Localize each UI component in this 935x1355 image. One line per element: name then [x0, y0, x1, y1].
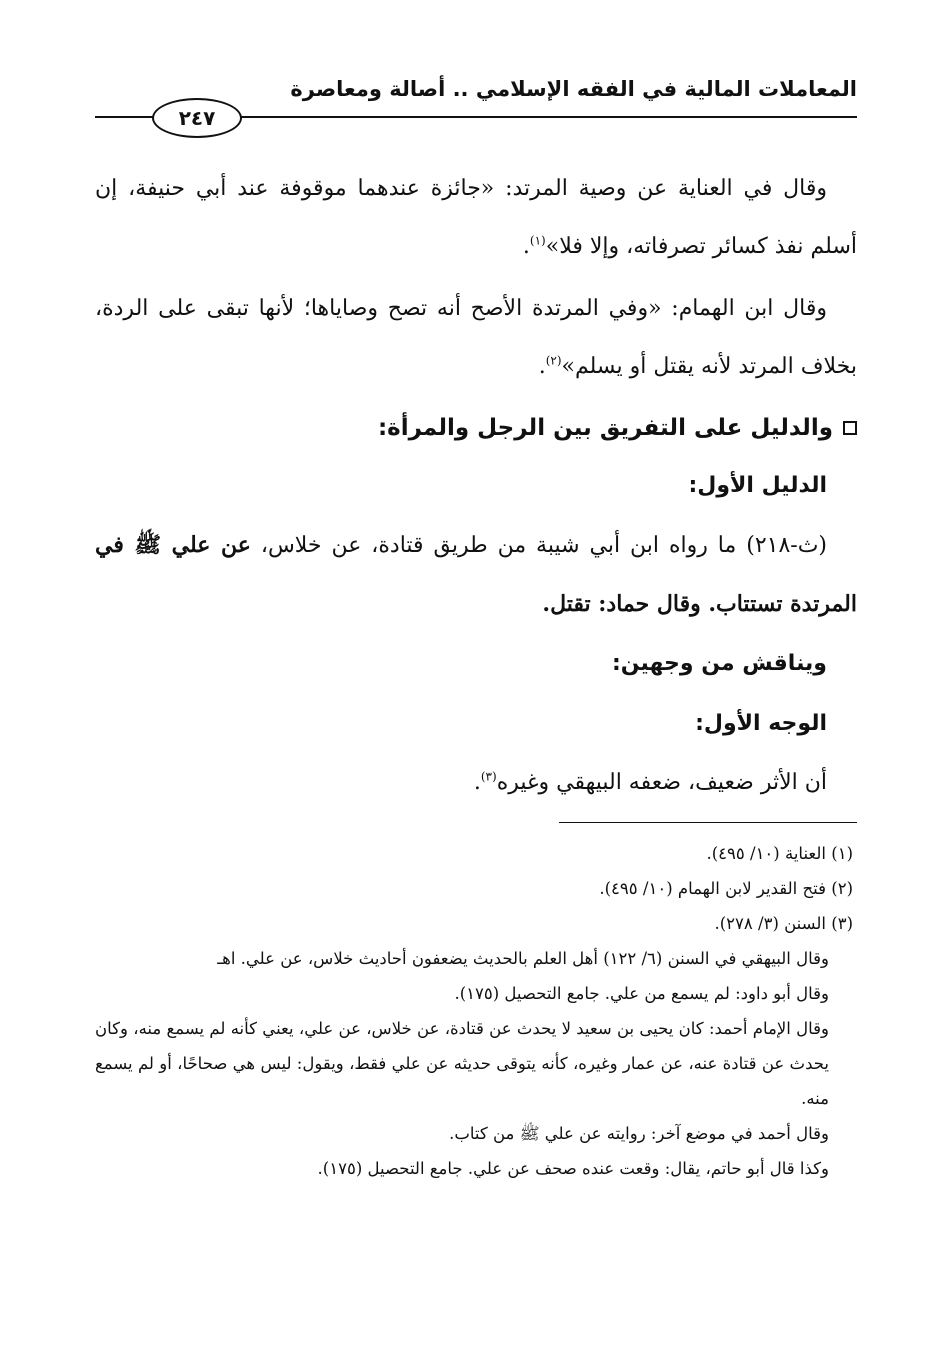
footnote-2: (٢) فتح القدير لابن الهمام (١٠/ ٤٩٥). [599, 879, 853, 898]
paragraph-inaya-text: وقال في العناية عن وصية المرتد: «جائزة عندهما موقوفة عند أبي حنيفة، إن أسلم نفذ كسائر تصرفاته، وإلا فلا» [95, 176, 857, 259]
paragraph-ibn-humam: وقال ابن الهمام: «وفي المرتدة الأصح أنه تصح وصاياها؛ لأنها تبقى على الردة، بخلاف المرتد لأنه يقتل أو يسلم»$^{(٢)}$. [95, 296, 857, 379]
footnote-3-abu-dawud: وقال أبو داود: لم يسمع من علي. جامع التحصيل (١٧٥). [454, 984, 829, 1003]
running-title: المعاملات المالية في الفقه الإسلامي .. أصالة ومعاصرة [290, 77, 857, 101]
footnote-3-abu-hatim: وكذا قال أبو حاتم، يقال: وقعت عنده صحف عن علي. جامع التحصيل (١٧٥). [317, 1159, 829, 1178]
footnote-3-ahmad: وقال الإمام أحمد: كان يحيى بن سعيد لا يحدث عن قتادة، عن خلاس، عن علي، يعني كأنه لم يسمع منه، وكان يحدث عن قتادة عنه، عن عمار وغيره، كأنه يتوقى حديثه عن علي فقط، ويقول: ليس هي صحاحًا، أو لم يسمع منه. [95, 1019, 829, 1108]
evidence-lead-text: (ث-٢١٨) ما رواه ابن أبي شيبة من طريق قتادة، عن خلاس، [250, 533, 827, 558]
square-bullet-icon [843, 421, 857, 435]
footnote-3-bayhaqi: وقال البيهقي في السنن (٦/ ١٢٢) أهل العلم بالحديث يضعفون أحاديث خلاس، عن علي. اهـ [217, 949, 829, 968]
footnote-3: (٣) السنن (٣/ ٢٧٨). [714, 914, 853, 933]
aspect-paragraph: أن الأثر ضعيف، ضعفه البيهقي وغيره$^{(٣)}$. [473, 769, 827, 795]
evidence-bold-text: عن علي ﷺ في المرتدة تستتاب. وقال حماد: تقتل. [95, 532, 857, 617]
footnote-3-ahmad-other: وقال أحمد في موضع آخر: روايته عن علي ﷺ من كتاب. [449, 1124, 829, 1143]
footnote-ref-2: (٢) [545, 353, 562, 368]
discussion-title: ويناقش من وجهين: [611, 651, 827, 676]
evidence-title: الدليل الأول: [688, 473, 827, 498]
aspect-text: أن الأثر ضعيف، ضعفه البيهقي وغيره [496, 770, 827, 795]
section-heading-text: والدليل على التفريق بين الرجل والمرأة: [377, 415, 833, 441]
paragraph-inaya: وقال في العناية عن وصية المرتد: «جائزة عندهما موقوفة عند أبي حنيفة، إن أسلم نفذ كسائر تصرفاته، وإلا فلا»$^{(١)}$. [95, 176, 857, 259]
evidence-paragraph [95, 516, 857, 634]
footnotes [95, 836, 857, 1186]
footnote-separator [559, 822, 857, 823]
paragraph-ibn-humam-text: وقال ابن الهمام: «وفي المرتدة الأصح أنه تصح وصاياها؛ لأنها تبقى على الردة، بخلاف المرتد لأنه يقتل أو يسلم» [95, 296, 857, 379]
page-number: ٢٤٧ [152, 98, 242, 138]
footnote-ref-1: (١) [529, 233, 546, 248]
aspect-title: الوجه الأول: [695, 711, 827, 736]
main-text [95, 160, 857, 812]
section-heading [95, 400, 857, 456]
footnote-ref-3: (٣) [480, 769, 497, 784]
footnote-1: (١) العناية (١٠/ ٤٩٥). [706, 844, 853, 863]
